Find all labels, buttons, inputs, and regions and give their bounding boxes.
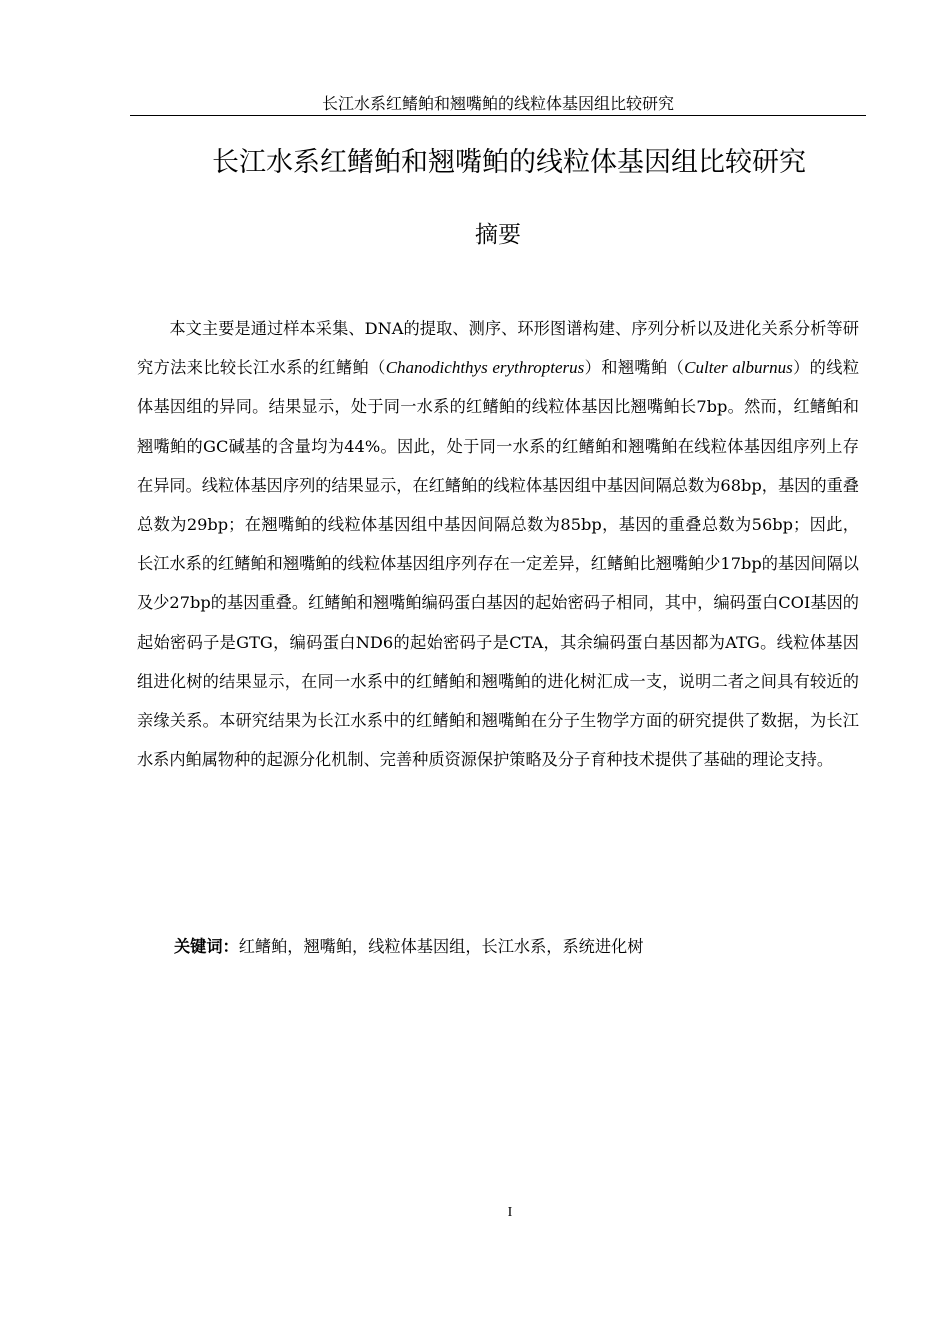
page-number: I <box>507 1205 513 1220</box>
abstract-text-part-1: 本文主要是通过样本采集、DNA的提取、测序、环形图谱构建、序列分析以及进化关系分析等研究方法来比较长江水系的红鳍鲌（ <box>137 319 859 378</box>
species-name-culter: Culter alburnus <box>684 358 793 378</box>
keywords-text: 红鳍鲌，翘嘴鲌，线粒体基因组，长江水系，系统进化树 <box>238 937 644 956</box>
keywords-line <box>174 932 864 962</box>
species-name-chanodichthys: Chanodichthys erythropterus <box>385 358 585 378</box>
abstract-text-part-2: ）和翘嘴鲌（ <box>584 358 685 378</box>
header-divider <box>130 115 866 116</box>
abstract-body <box>137 309 859 779</box>
paper-title: 长江水系红鳍鲌和翘嘴鲌的线粒体基因组比较研究 <box>212 147 806 178</box>
abstract-heading: 摘要 <box>475 222 521 248</box>
keywords-label: 关键词： <box>174 937 239 956</box>
abstract-text-part-3: ）的线粒体基因组的异同。结果显示，处于同一水系的红鳍鲌的线粒体基因比翘嘴鲌长7bp。然而，红鳍鲌和翘嘴鲌的GC碱基的含量均为44%。因此，处于同一水系的红鳍鲌和翘嘴鲌在线粒体基因组序列上存在异同。线粒体基因序列的结果显示，在红鳍鲌的线粒体基因组中基因间隔总数为68bp，基因的重叠总数为29bp；在翘嘴鲌的线粒体基因组中基因间隔总数为85bp，基因的重叠总数为56bp；因此，长江水系的红鳍鲌和翘嘴鲌的线粒体基因组序列存在一定差异，红鳍鲌比翘嘴鲌少17bp的基因间隔以及少27bp的基因重叠。红鳍鲌和翘嘴鲌编码蛋白基因的起始密码子相同，其中，编码蛋白COI基因的起始密码子是GTG，编码蛋白ND6的起始密码子是CTA，其余编码蛋白基因都为ATG。线粒体基因组进化树的结果显示，在同一水系中的红鳍鲌和翘嘴鲌的进化树汇成一支，说明二者之间具有较近的亲缘关系。本研究结果为长江水系中的红鳍鲌和翘嘴鲌在分子生物学方面的研究提供了数据，为长江水系内鲌属物种的起源分化机制、完善种质资源保护策略及分子育种技术提供了基础的理论支持。 <box>137 358 860 770</box>
running-header: 长江水系红鳍鲌和翘嘴鲌的线粒体基因组比较研究 <box>321 94 674 113</box>
